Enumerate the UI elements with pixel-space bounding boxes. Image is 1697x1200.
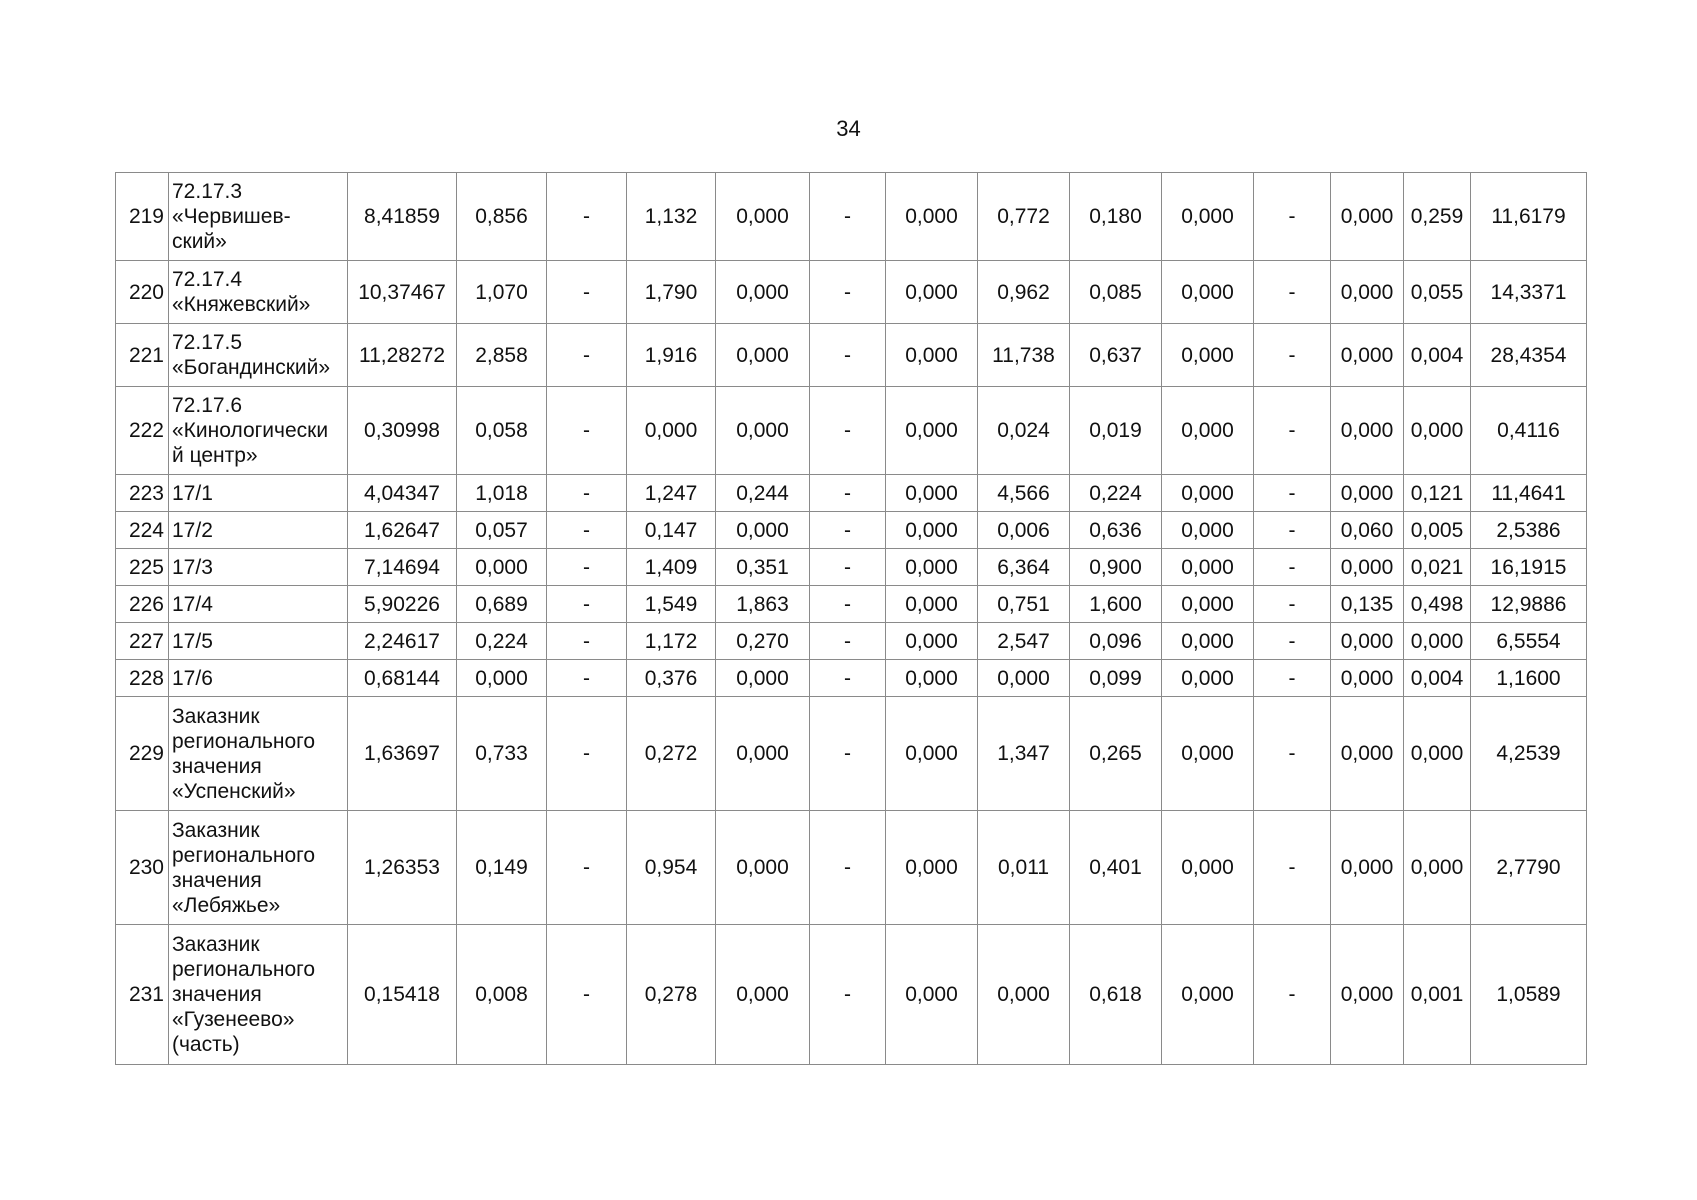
value-cell-3: -: [547, 475, 627, 512]
value-cell-7: 0,000: [886, 697, 978, 811]
value-cell-4: 0,278: [627, 925, 716, 1065]
value-cell-11: -: [1254, 697, 1331, 811]
value-cell-14: 0,4116: [1471, 387, 1587, 475]
value-cell-6: -: [810, 660, 886, 697]
value-cell-6: -: [810, 623, 886, 660]
row-number-cell: 229: [116, 697, 169, 811]
value-cell-6: -: [810, 697, 886, 811]
value-cell-10: 0,000: [1162, 512, 1254, 549]
value-cell-5: 0,000: [716, 697, 810, 811]
value-cell-12: 0,135: [1331, 586, 1404, 623]
value-cell-5: 0,000: [716, 660, 810, 697]
value-cell-11: -: [1254, 475, 1331, 512]
row-number-cell: 222: [116, 387, 169, 475]
value-cell-5: 0,000: [716, 512, 810, 549]
value-cell-4: 0,954: [627, 811, 716, 925]
value-cell-13: 0,004: [1404, 660, 1471, 697]
value-cell-9: 0,637: [1070, 324, 1162, 387]
value-cell-3: -: [547, 660, 627, 697]
value-cell-1: 4,04347: [348, 475, 457, 512]
value-cell-6: -: [810, 925, 886, 1065]
value-cell-3: -: [547, 173, 627, 261]
value-cell-8: 0,772: [978, 173, 1070, 261]
table-row: [116, 811, 1587, 925]
row-name-cell: 17/3: [169, 549, 348, 586]
value-cell-12: 0,000: [1331, 261, 1404, 324]
value-cell-4: 1,916: [627, 324, 716, 387]
value-cell-12: 0,000: [1331, 660, 1404, 697]
value-cell-5: 0,000: [716, 811, 810, 925]
value-cell-14: 1,0589: [1471, 925, 1587, 1065]
value-cell-8: 1,347: [978, 697, 1070, 811]
value-cell-1: 1,62647: [348, 512, 457, 549]
row-number-cell: 223: [116, 475, 169, 512]
value-cell-10: 0,000: [1162, 387, 1254, 475]
value-cell-7: 0,000: [886, 549, 978, 586]
row-number-cell: 231: [116, 925, 169, 1065]
value-cell-7: 0,000: [886, 660, 978, 697]
value-cell-10: 0,000: [1162, 586, 1254, 623]
value-cell-1: 0,68144: [348, 660, 457, 697]
value-cell-9: 0,180: [1070, 173, 1162, 261]
value-cell-13: 0,498: [1404, 586, 1471, 623]
value-cell-13: 0,004: [1404, 324, 1471, 387]
row-name-cell: 72.17.3 «Червишев-ский»: [169, 173, 348, 261]
value-cell-6: -: [810, 261, 886, 324]
value-cell-14: 2,5386: [1471, 512, 1587, 549]
value-cell-3: -: [547, 324, 627, 387]
value-cell-2: 0,000: [457, 660, 547, 697]
value-cell-5: 0,000: [716, 173, 810, 261]
value-cell-13: 0,121: [1404, 475, 1471, 512]
value-cell-5: 0,000: [716, 387, 810, 475]
value-cell-1: 0,15418: [348, 925, 457, 1065]
value-cell-12: 0,000: [1331, 387, 1404, 475]
value-cell-2: 0,057: [457, 512, 547, 549]
value-cell-8: 0,000: [978, 660, 1070, 697]
value-cell-13: 0,001: [1404, 925, 1471, 1065]
value-cell-13: 0,000: [1404, 387, 1471, 475]
row-name-cell: 17/1: [169, 475, 348, 512]
value-cell-8: 2,547: [978, 623, 1070, 660]
value-cell-12: 0,060: [1331, 512, 1404, 549]
value-cell-7: 0,000: [886, 261, 978, 324]
value-cell-14: 28,4354: [1471, 324, 1587, 387]
table-row: [116, 387, 1587, 475]
value-cell-7: 0,000: [886, 173, 978, 261]
value-cell-6: -: [810, 549, 886, 586]
value-cell-1: 5,90226: [348, 586, 457, 623]
value-cell-1: 1,26353: [348, 811, 457, 925]
value-cell-4: 1,247: [627, 475, 716, 512]
value-cell-6: -: [810, 387, 886, 475]
value-cell-8: 0,006: [978, 512, 1070, 549]
value-cell-7: 0,000: [886, 586, 978, 623]
value-cell-2: 0,856: [457, 173, 547, 261]
value-cell-2: 0,008: [457, 925, 547, 1065]
value-cell-13: 0,000: [1404, 811, 1471, 925]
value-cell-6: -: [810, 324, 886, 387]
value-cell-11: -: [1254, 660, 1331, 697]
value-cell-13: 0,000: [1404, 623, 1471, 660]
table-row: [116, 475, 1587, 512]
value-cell-7: 0,000: [886, 925, 978, 1065]
value-cell-5: 0,000: [716, 261, 810, 324]
value-cell-10: 0,000: [1162, 623, 1254, 660]
value-cell-9: 1,600: [1070, 586, 1162, 623]
value-cell-10: 0,000: [1162, 697, 1254, 811]
value-cell-4: 1,132: [627, 173, 716, 261]
value-cell-5: 0,351: [716, 549, 810, 586]
value-cell-9: 0,085: [1070, 261, 1162, 324]
value-cell-8: 11,738: [978, 324, 1070, 387]
value-cell-4: 0,000: [627, 387, 716, 475]
data-table: [115, 172, 1587, 1065]
value-cell-1: 1,63697: [348, 697, 457, 811]
value-cell-12: 0,000: [1331, 324, 1404, 387]
value-cell-11: -: [1254, 261, 1331, 324]
value-cell-14: 6,5554: [1471, 623, 1587, 660]
value-cell-5: 1,863: [716, 586, 810, 623]
row-name-cell: 17/6: [169, 660, 348, 697]
value-cell-5: 0,270: [716, 623, 810, 660]
row-name-cell: Заказник регионального значения «Гузенеево» (часть): [169, 925, 348, 1065]
value-cell-5: 0,000: [716, 324, 810, 387]
value-cell-2: 0,224: [457, 623, 547, 660]
value-cell-10: 0,000: [1162, 925, 1254, 1065]
row-name-cell: 72.17.4 «Княжевский»: [169, 261, 348, 324]
value-cell-11: -: [1254, 811, 1331, 925]
value-cell-6: -: [810, 512, 886, 549]
row-name-cell: 72.17.5 «Богандинский»: [169, 324, 348, 387]
value-cell-9: 0,401: [1070, 811, 1162, 925]
value-cell-1: 2,24617: [348, 623, 457, 660]
value-cell-11: -: [1254, 512, 1331, 549]
value-cell-10: 0,000: [1162, 324, 1254, 387]
value-cell-12: 0,000: [1331, 173, 1404, 261]
row-name-cell: Заказник регионального значения «Лебяжье»: [169, 811, 348, 925]
value-cell-8: 4,566: [978, 475, 1070, 512]
row-number-cell: 228: [116, 660, 169, 697]
value-cell-14: 11,6179: [1471, 173, 1587, 261]
value-cell-8: 6,364: [978, 549, 1070, 586]
value-cell-11: -: [1254, 324, 1331, 387]
value-cell-2: 1,018: [457, 475, 547, 512]
value-cell-2: 0,000: [457, 549, 547, 586]
row-number-cell: 230: [116, 811, 169, 925]
row-name-cell: 72.17.6 «Кинологически й центр»: [169, 387, 348, 475]
value-cell-9: 0,265: [1070, 697, 1162, 811]
value-cell-11: -: [1254, 549, 1331, 586]
value-cell-6: -: [810, 811, 886, 925]
value-cell-11: -: [1254, 623, 1331, 660]
value-cell-14: 14,3371: [1471, 261, 1587, 324]
value-cell-4: 1,549: [627, 586, 716, 623]
value-cell-10: 0,000: [1162, 549, 1254, 586]
value-cell-1: 10,37467: [348, 261, 457, 324]
value-cell-14: 11,4641: [1471, 475, 1587, 512]
value-cell-11: -: [1254, 925, 1331, 1065]
value-cell-8: 0,000: [978, 925, 1070, 1065]
value-cell-7: 0,000: [886, 387, 978, 475]
table-row: [116, 512, 1587, 549]
value-cell-12: 0,000: [1331, 697, 1404, 811]
value-cell-7: 0,000: [886, 512, 978, 549]
value-cell-10: 0,000: [1162, 261, 1254, 324]
value-cell-6: -: [810, 475, 886, 512]
value-cell-9: 0,224: [1070, 475, 1162, 512]
table-body: [116, 173, 1587, 1065]
value-cell-12: 0,000: [1331, 623, 1404, 660]
row-name-cell: Заказник регионального значения «Успенский»: [169, 697, 348, 811]
row-name-cell: 17/2: [169, 512, 348, 549]
value-cell-9: 0,900: [1070, 549, 1162, 586]
value-cell-6: -: [810, 586, 886, 623]
value-cell-9: 0,019: [1070, 387, 1162, 475]
value-cell-9: 0,099: [1070, 660, 1162, 697]
value-cell-4: 0,272: [627, 697, 716, 811]
value-cell-7: 0,000: [886, 324, 978, 387]
value-cell-13: 0,021: [1404, 549, 1471, 586]
row-name-cell: 17/5: [169, 623, 348, 660]
value-cell-3: -: [547, 697, 627, 811]
table-row: [116, 623, 1587, 660]
row-number-cell: 227: [116, 623, 169, 660]
table-row: [116, 549, 1587, 586]
value-cell-1: 0,30998: [348, 387, 457, 475]
value-cell-13: 0,259: [1404, 173, 1471, 261]
value-cell-7: 0,000: [886, 623, 978, 660]
value-cell-4: 1,172: [627, 623, 716, 660]
value-cell-5: 0,244: [716, 475, 810, 512]
row-number-cell: 226: [116, 586, 169, 623]
value-cell-14: 12,9886: [1471, 586, 1587, 623]
value-cell-5: 0,000: [716, 925, 810, 1065]
value-cell-1: 11,28272: [348, 324, 457, 387]
value-cell-14: 1,1600: [1471, 660, 1587, 697]
value-cell-3: -: [547, 512, 627, 549]
value-cell-2: 0,058: [457, 387, 547, 475]
value-cell-11: -: [1254, 173, 1331, 261]
value-cell-13: 0,055: [1404, 261, 1471, 324]
row-number-cell: 219: [116, 173, 169, 261]
value-cell-3: -: [547, 549, 627, 586]
table-row: [116, 173, 1587, 261]
value-cell-8: 0,024: [978, 387, 1070, 475]
value-cell-3: -: [547, 811, 627, 925]
value-cell-11: -: [1254, 586, 1331, 623]
row-number-cell: 221: [116, 324, 169, 387]
row-number-cell: 225: [116, 549, 169, 586]
table-row: [116, 261, 1587, 324]
value-cell-3: -: [547, 261, 627, 324]
value-cell-10: 0,000: [1162, 475, 1254, 512]
value-cell-3: -: [547, 586, 627, 623]
row-number-cell: 224: [116, 512, 169, 549]
value-cell-8: 0,751: [978, 586, 1070, 623]
row-number-cell: 220: [116, 261, 169, 324]
value-cell-9: 0,618: [1070, 925, 1162, 1065]
table-row: [116, 586, 1587, 623]
value-cell-1: 8,41859: [348, 173, 457, 261]
value-cell-3: -: [547, 387, 627, 475]
value-cell-3: -: [547, 925, 627, 1065]
table-row: [116, 925, 1587, 1065]
value-cell-14: 4,2539: [1471, 697, 1587, 811]
value-cell-10: 0,000: [1162, 660, 1254, 697]
page-number: 34: [836, 116, 861, 141]
value-cell-10: 0,000: [1162, 173, 1254, 261]
value-cell-2: 1,070: [457, 261, 547, 324]
value-cell-4: 1,790: [627, 261, 716, 324]
table-row: [116, 660, 1587, 697]
value-cell-8: 0,962: [978, 261, 1070, 324]
value-cell-14: 16,1915: [1471, 549, 1587, 586]
value-cell-10: 0,000: [1162, 811, 1254, 925]
value-cell-12: 0,000: [1331, 925, 1404, 1065]
value-cell-4: 0,147: [627, 512, 716, 549]
value-cell-2: 0,149: [457, 811, 547, 925]
table-row: [116, 324, 1587, 387]
value-cell-7: 0,000: [886, 475, 978, 512]
value-cell-9: 0,636: [1070, 512, 1162, 549]
value-cell-2: 0,733: [457, 697, 547, 811]
value-cell-2: 0,689: [457, 586, 547, 623]
value-cell-13: 0,005: [1404, 512, 1471, 549]
value-cell-9: 0,096: [1070, 623, 1162, 660]
value-cell-12: 0,000: [1331, 549, 1404, 586]
value-cell-12: 0,000: [1331, 811, 1404, 925]
value-cell-4: 1,409: [627, 549, 716, 586]
value-cell-1: 7,14694: [348, 549, 457, 586]
value-cell-8: 0,011: [978, 811, 1070, 925]
value-cell-3: -: [547, 623, 627, 660]
value-cell-4: 0,376: [627, 660, 716, 697]
value-cell-6: -: [810, 173, 886, 261]
value-cell-7: 0,000: [886, 811, 978, 925]
value-cell-2: 2,858: [457, 324, 547, 387]
value-cell-11: -: [1254, 387, 1331, 475]
value-cell-14: 2,7790: [1471, 811, 1587, 925]
table-row: [116, 697, 1587, 811]
value-cell-12: 0,000: [1331, 475, 1404, 512]
value-cell-13: 0,000: [1404, 697, 1471, 811]
row-name-cell: 17/4: [169, 586, 348, 623]
